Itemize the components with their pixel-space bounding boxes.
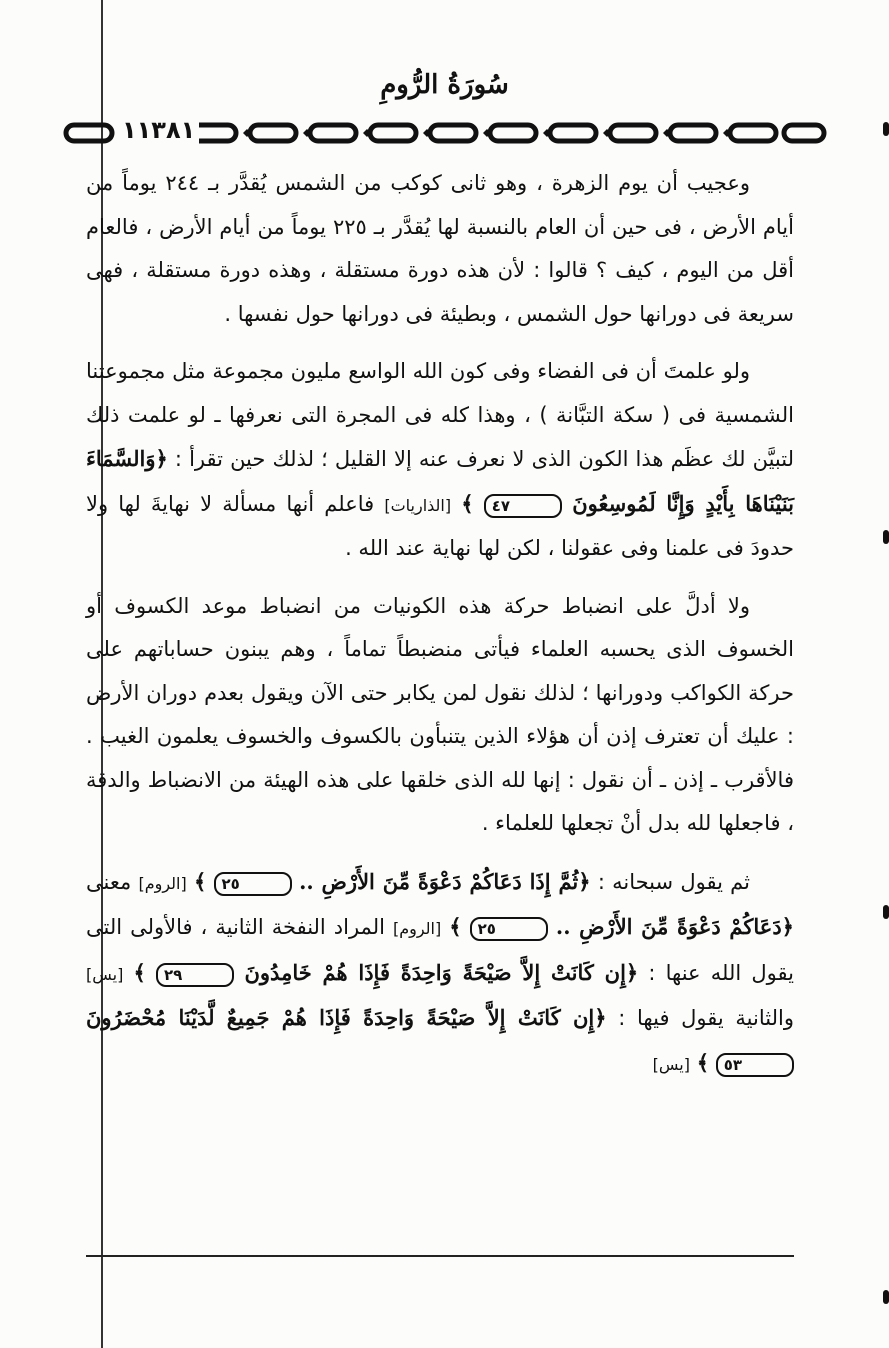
edge-mark: [883, 905, 889, 919]
paragraph-4-text-mid-3: والثانية يقول فيها :: [618, 1006, 794, 1030]
edge-mark: [883, 122, 889, 136]
footer-rule: [86, 1255, 794, 1257]
verse-close-bracket: ﴾: [461, 490, 474, 516]
verse-number-3: ٢٩: [156, 963, 234, 987]
surah-reference-2: [الروم]: [392, 919, 442, 938]
verse-close-bracket-1: ﴾: [193, 868, 207, 894]
paragraph-1: وعجيب أن يوم الزهرة ، وهو ثانى كوكب من الشمس يُقدَّر بـ ٢٤٤ يوماً من أيام الأرض ، فى حين أن العام بالنسبة لها يُقدَّر بـ ٢٢٥ يوماً من أيام الأرض ، فالعام أقل من اليوم ، كيف ؟ قالوا : لأن هذه دورة مستقلة ، وهذه دورة مستقلة ، فهى سريعة فى دورانها حول الشمس ، وبطيئة فى دورانها حول نفسها .: [86, 171, 794, 326]
paragraph-3: ولا أدلَّ على انضباط حركة هذه الكونيات من انضباط موعد الكسوف أو الخسوف الذى يحسبه العلماء فيأتى منضبطاً تماماً ، وهم يبنون حساباتهم على حركة الكواكب ودورانها ؛ لذلك نقول لمن يكابر حتى الآن ويقول بعدم دوران الأرض : عليك أن تعترف إذن أن هؤلاء الذين يتنبأون بالكسوف والخسوف يعلمون الغيب . فالأقرب ـ إذن ـ أن نقول : إنها لله الذى خلقها على هذه الهيئة من الانضباط والدقة ، فاجعلها لله بدل أنْ تجعلها للعلماء .: [86, 593, 794, 835]
surah-title: سُورَةُ الرُّومِ: [380, 70, 509, 100]
paragraph-4: [86, 860, 794, 1087]
surah-reference: [الذاريات]: [384, 495, 452, 515]
verse-close-bracket-2: ﴾: [449, 914, 462, 939]
quran-verse-2: ﴿دَعَاكُمْ دَعْوَةً مِّنَ الأَرْضِ ..: [555, 914, 794, 939]
edge-mark: [883, 530, 889, 544]
verse-close-bracket-3: ﴾: [133, 959, 146, 985]
quran-verse: ﴿وَالسَّمَاءَ بَنَيْنَاهَا بِأَيْدٍ وَإِنَّا لَمُوسِعُونَ: [86, 446, 794, 516]
quran-verse-1: ﴿ثُمَّ إِذَا دَعَاكُمْ دَعْوَةً مِّنَ الأَرْضِ ..: [299, 868, 591, 894]
verse-number-4: ٥٣: [716, 1053, 794, 1077]
verse-number: ٤٧: [484, 494, 562, 518]
edge-mark: [883, 1290, 889, 1304]
paragraph-4-text-mid-2: المراد النفخة الثانية ، فالأولى التى يقول الله عنها :: [86, 915, 794, 985]
paragraph-4-text-before: ثم يقول سبحانه :: [597, 869, 750, 894]
quran-verse-3: ﴿إِن كَانَتْ إِلاَّ صَيْحَةً وَاحِدَةً فَإِذَا هُمْ خَامِدُونَ: [244, 959, 639, 985]
quran-verse-4: ﴿إِن كَانَتْ إِلاَّ صَيْحَةً وَاحِدَةً فَإِذَا هُمْ جَمِيعٌ لَّدَيْنَا مُحْضَرُونَ: [86, 1005, 607, 1030]
paragraph-4-text-mid-1: معنى: [86, 869, 132, 894]
verse-number-2: ٢٥: [470, 917, 548, 941]
body-text: [86, 162, 794, 1100]
page-number: ١١٣٨١: [118, 116, 199, 144]
paragraph-2: [86, 350, 794, 571]
surah-reference-4: [يس]: [652, 1054, 690, 1074]
surah-reference-1: [الروم]: [138, 873, 187, 893]
verse-number-1: ٢٥: [214, 872, 292, 896]
surah-reference-3: [يس]: [86, 964, 124, 984]
paragraph-2-text-after: فاعلم أنها مسألة لا نهايةَ لها ولا حدودَ فى علمنا وفى عقولنا ، لكن لها نهاية عند الله .: [86, 491, 794, 560]
verse-close-bracket-4: ﴾: [696, 1049, 709, 1075]
paragraph-2-text-before: ولو علمتَ أن فى الفضاء وفى كون الله الواسع مليون مجموعة مثل مجموعتنا الشمسية فى ( سكة التبَّانة ) ، وهذا كله فى المجرة التى نعرفها ـ لو علمت ذلك لتبيَّن لك عظَم هذا الكون الذى لا نعرف عنه إلا القليل ؛ لذلك حين تقرأ :: [86, 359, 794, 471]
